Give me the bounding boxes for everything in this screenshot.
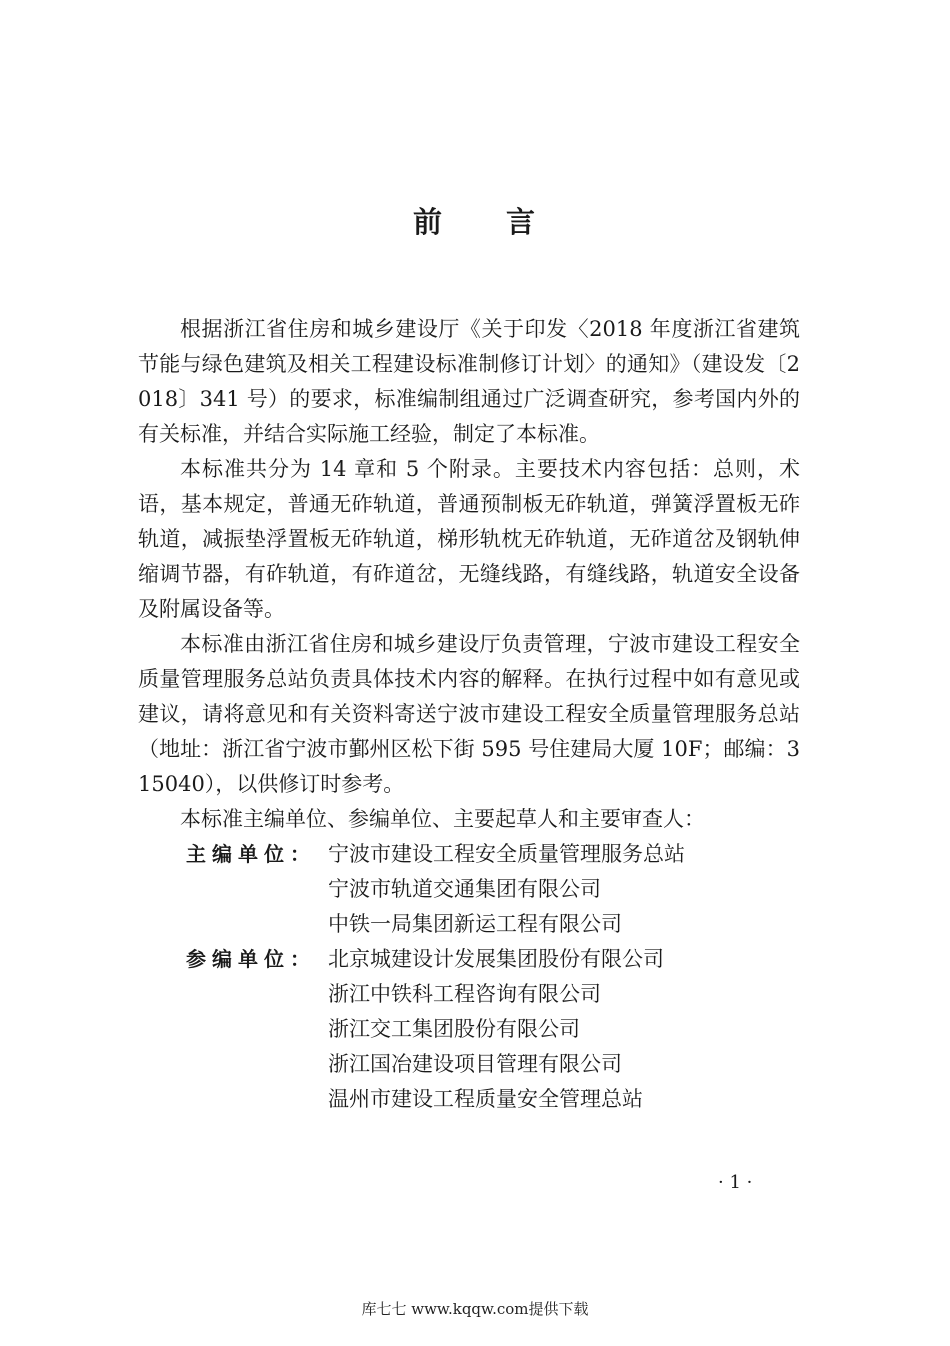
units-section [138,837,800,1117]
participating-unit-item: 北京城建设计发展集团股份有限公司 [328,947,664,971]
participating-unit-item: 温州市建设工程质量安全管理总站 [328,1087,643,1111]
participating-units-label: 参编单位： [186,947,316,971]
participating-units-group [138,942,800,1117]
preface-body [138,312,800,1117]
paragraph-content: 本标准共分为 14 章和 5 个附录。主要技术内容包括：总则，术语，基本规定，普通无砟轨道，普通预制板无砟轨道，弹簧浮置板无砟轨道，减振垫浮置板无砟轨道，梯形轨枕无砟轨道，无砟道岔及钢轨伸缩调节器，有砟轨道，有砟道岔，无缝线路，有缝线路，轨道安全设备及附属设备等。 [138,457,800,621]
title-char-2: 言 [506,205,538,239]
chief-units-group [138,837,800,942]
participating-unit-item: 浙江交工集团股份有限公司 [328,1017,580,1041]
chief-unit-item: 宁波市建设工程安全质量管理服务总站 [328,842,685,866]
participating-unit-item: 浙江国冶建设项目管理有限公司 [328,1052,622,1076]
chief-units-list [328,837,685,942]
participating-units-list [328,942,664,1117]
paragraph-basis: 根据浙江省住房和城乡建设厅《关于印发〈2018 年度浙江省建筑节能与绿色建筑及相关工程建设标准制修订计划〉的通知》（建设发〔2018〕341 号）的要求，标准编制组通过广泛调查研究，参考国内外的有关标准，并结合实际施工经验，制定了本标准。 [138,317,800,446]
chief-unit-item: 宁波市轨道交通集团有限公司 [328,877,601,901]
participating-unit-item: 浙江中铁科工程咨询有限公司 [328,982,601,1006]
download-footer: 库七七 www.kqqw.com提供下载 [361,1300,589,1318]
paragraph-units-intro: 本标准主编单位、参编单位、主要起草人和主要审查人： [180,807,705,831]
paragraph-management: 本标准由浙江省住房和城乡建设厅负责管理，宁波市建设工程安全质量管理服务总站负责具体技术内容的解释。在执行过程中如有意见或建议，请将意见和有关资料寄送宁波市建设工程安全质量管理服务总站（地址：浙江省宁波市鄞州区松下街 595 号住建局大厦 10F；邮编：315040），以供修订时参考。 [138,632,800,796]
page-number: · 1 · [718,1172,753,1193]
chief-units-label: 主编单位： [186,842,316,866]
chief-unit-item: 中铁一局集团新运工程有限公司 [328,912,622,936]
page-title [0,200,950,244]
title-char-1: 前 [412,205,444,239]
